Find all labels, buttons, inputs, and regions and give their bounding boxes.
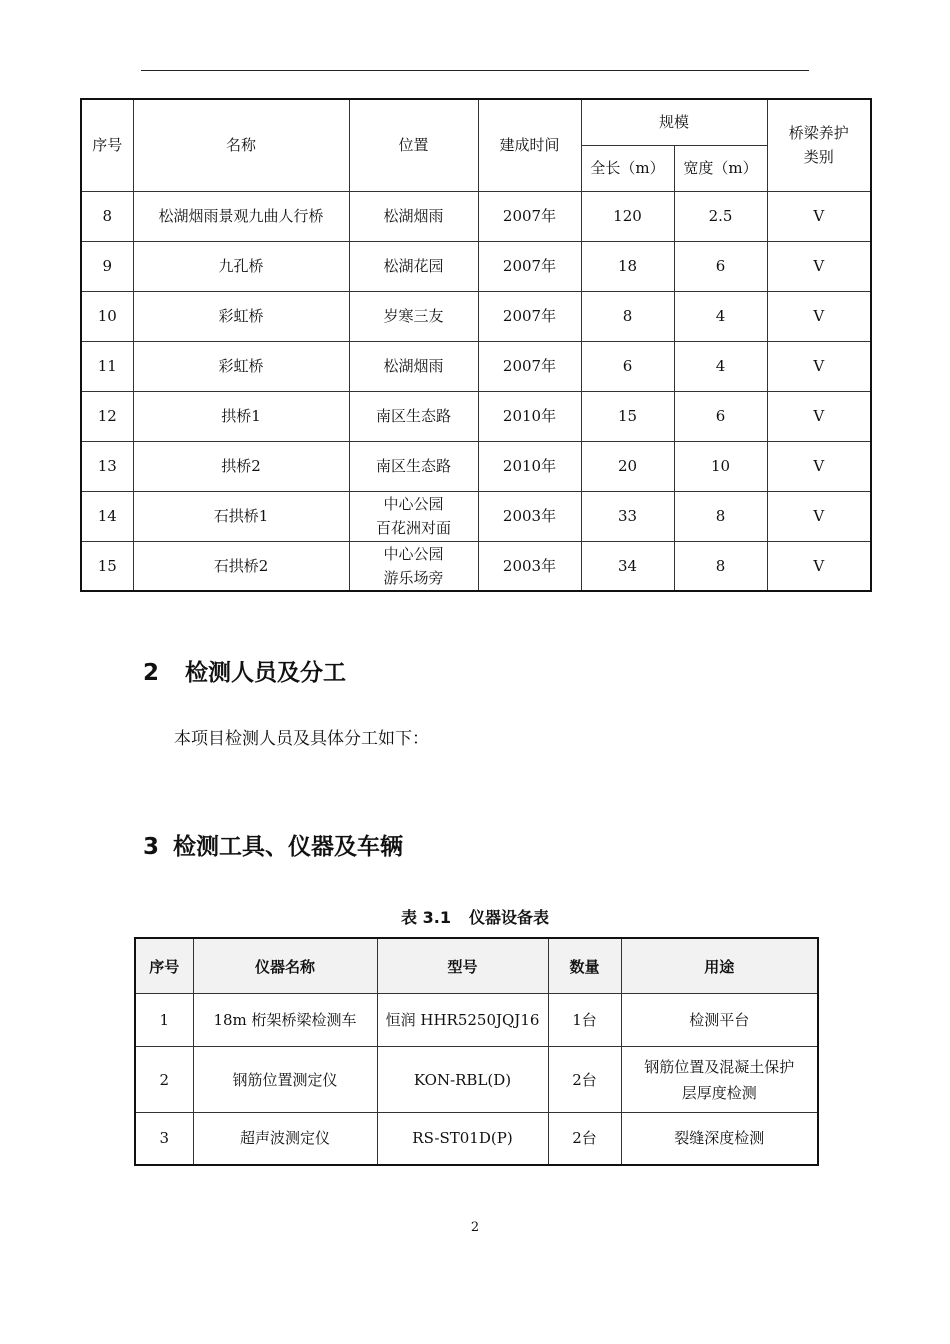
cell-usage: 裂缝深度检测 (621, 1113, 818, 1165)
cell-usage: 检测平台 (621, 994, 818, 1047)
cell-built: 2007年 (478, 341, 581, 391)
cell-category: Ⅴ (767, 291, 871, 341)
cell-built: 2007年 (478, 191, 581, 241)
caption-title: 仪器设备表 (468, 908, 549, 927)
cell-name: 彩虹桥 (133, 341, 349, 391)
cell-length: 8 (581, 291, 674, 341)
cell-location: 松湖烟雨 (349, 191, 478, 241)
cell-category: Ⅴ (767, 191, 871, 241)
header-rule (141, 70, 809, 71)
cell-name: 彩虹桥 (133, 291, 349, 341)
cell-index: 14 (81, 491, 133, 541)
section-2-paragraph: 本项目检测人员及具体分工如下： (174, 729, 429, 749)
cell-name: 石拱桥1 (133, 491, 349, 541)
bridge-table (80, 98, 872, 592)
cell-location: 松湖花园 (349, 241, 478, 291)
cell-location (349, 541, 478, 591)
col-header-built: 建成时间 (478, 99, 581, 191)
cell-location-line2: 百花洲对面 (375, 519, 451, 537)
cell-category: Ⅴ (767, 341, 871, 391)
cell-qty: 1台 (548, 994, 621, 1047)
cell-location: 岁寒三友 (349, 291, 478, 341)
section-number: 3 (143, 834, 160, 860)
cell-index: 15 (81, 541, 133, 591)
col-header-category (767, 99, 871, 191)
cell-length: 18 (581, 241, 674, 291)
table-caption (0, 905, 950, 928)
col-header-scale: 规模 (581, 99, 767, 145)
col-header-name: 名称 (133, 99, 349, 191)
cell-width: 4 (674, 291, 767, 341)
cell-location: 南区生态路 (349, 391, 478, 441)
col-header-length: 全长（m） (581, 145, 674, 191)
cell-category: Ⅴ (767, 441, 871, 491)
cell-qty: 2台 (548, 1047, 621, 1113)
cell-width: 2.5 (674, 191, 767, 241)
caption-number: 表 3.1 (401, 908, 451, 927)
cell-category: Ⅴ (767, 541, 871, 591)
cell-index: 8 (81, 191, 133, 241)
cell-width: 6 (674, 241, 767, 291)
cell-length: 34 (581, 541, 674, 591)
cell-width: 6 (674, 391, 767, 441)
cell-length: 120 (581, 191, 674, 241)
cell-width: 8 (674, 491, 767, 541)
cell-index: 1 (135, 994, 193, 1047)
equipment-table (134, 937, 819, 1166)
col-header-location: 位置 (349, 99, 478, 191)
cell-category: Ⅴ (767, 491, 871, 541)
cell-usage-line2: 层厚度检测 (681, 1083, 757, 1102)
table-row (81, 441, 871, 491)
cell-location (349, 491, 478, 541)
col-header-model: 型号 (377, 938, 548, 994)
cell-location: 松湖烟雨 (349, 341, 478, 391)
cell-name: 18m 桁架桥梁检测车 (193, 994, 377, 1047)
cell-width: 10 (674, 441, 767, 491)
cell-category: Ⅴ (767, 391, 871, 441)
table-row (81, 491, 871, 541)
cell-usage (621, 1047, 818, 1113)
section-number: 2 (143, 660, 160, 686)
cell-qty: 2台 (548, 1113, 621, 1165)
col-header-category-text: 桥梁养护类别 (788, 124, 849, 167)
cell-location: 南区生态路 (349, 441, 478, 491)
cell-model: KON-RBL(D) (377, 1047, 548, 1113)
page-number: 2 (470, 1220, 480, 1235)
col-header-usage: 用途 (621, 938, 818, 994)
table-row (135, 1113, 818, 1165)
cell-built: 2003年 (478, 491, 581, 541)
cell-length: 33 (581, 491, 674, 541)
col-header-qty: 数量 (548, 938, 621, 994)
table-row (135, 1047, 818, 1113)
cell-name: 超声波测定仪 (193, 1113, 377, 1165)
cell-width: 4 (674, 341, 767, 391)
cell-location-line1: 中心公园 (383, 544, 444, 563)
cell-length: 6 (581, 341, 674, 391)
col-header-index: 序号 (135, 938, 193, 994)
col-header-index: 序号 (81, 99, 133, 191)
cell-built: 2007年 (478, 291, 581, 341)
cell-model: 恒润 HHR5250JQJ16 (377, 994, 548, 1047)
cell-name: 松湖烟雨景观九曲人行桥 (133, 191, 349, 241)
cell-index: 10 (81, 291, 133, 341)
cell-usage-line1: 钢筋位置及混凝土保护 (644, 1057, 795, 1076)
cell-built: 2003年 (478, 541, 581, 591)
cell-index: 12 (81, 391, 133, 441)
table-row (81, 541, 871, 591)
table-row (81, 341, 871, 391)
cell-location-line2: 游乐场旁 (383, 568, 444, 587)
section-title: 检测人员及分工 (185, 660, 346, 686)
cell-index: 2 (135, 1047, 193, 1113)
cell-index: 9 (81, 241, 133, 291)
cell-model: RS-ST01D(P) (377, 1113, 548, 1165)
cell-built: 2010年 (478, 441, 581, 491)
cell-name: 拱桥2 (133, 441, 349, 491)
section-heading-2 (143, 654, 346, 687)
section-heading-3 (143, 828, 403, 861)
cell-index: 13 (81, 441, 133, 491)
col-header-width: 宽度（m） (674, 145, 767, 191)
cell-location-line1: 中心公园 (383, 495, 444, 513)
cell-width: 8 (674, 541, 767, 591)
cell-name: 九孔桥 (133, 241, 349, 291)
cell-index: 11 (81, 341, 133, 391)
cell-index: 3 (135, 1113, 193, 1165)
cell-name: 钢筋位置测定仪 (193, 1047, 377, 1113)
cell-length: 20 (581, 441, 674, 491)
table-row (135, 994, 818, 1047)
table-row (81, 191, 871, 241)
section-title: 检测工具、仪器及车辆 (173, 834, 403, 860)
cell-built: 2007年 (478, 241, 581, 291)
cell-name: 石拱桥2 (133, 541, 349, 591)
cell-length: 15 (581, 391, 674, 441)
cell-name: 拱桥1 (133, 391, 349, 441)
table-row (81, 291, 871, 341)
cell-built: 2010年 (478, 391, 581, 441)
col-header-name: 仪器名称 (193, 938, 377, 994)
table-row (81, 241, 871, 291)
cell-category: Ⅴ (767, 241, 871, 291)
table-row (81, 391, 871, 441)
